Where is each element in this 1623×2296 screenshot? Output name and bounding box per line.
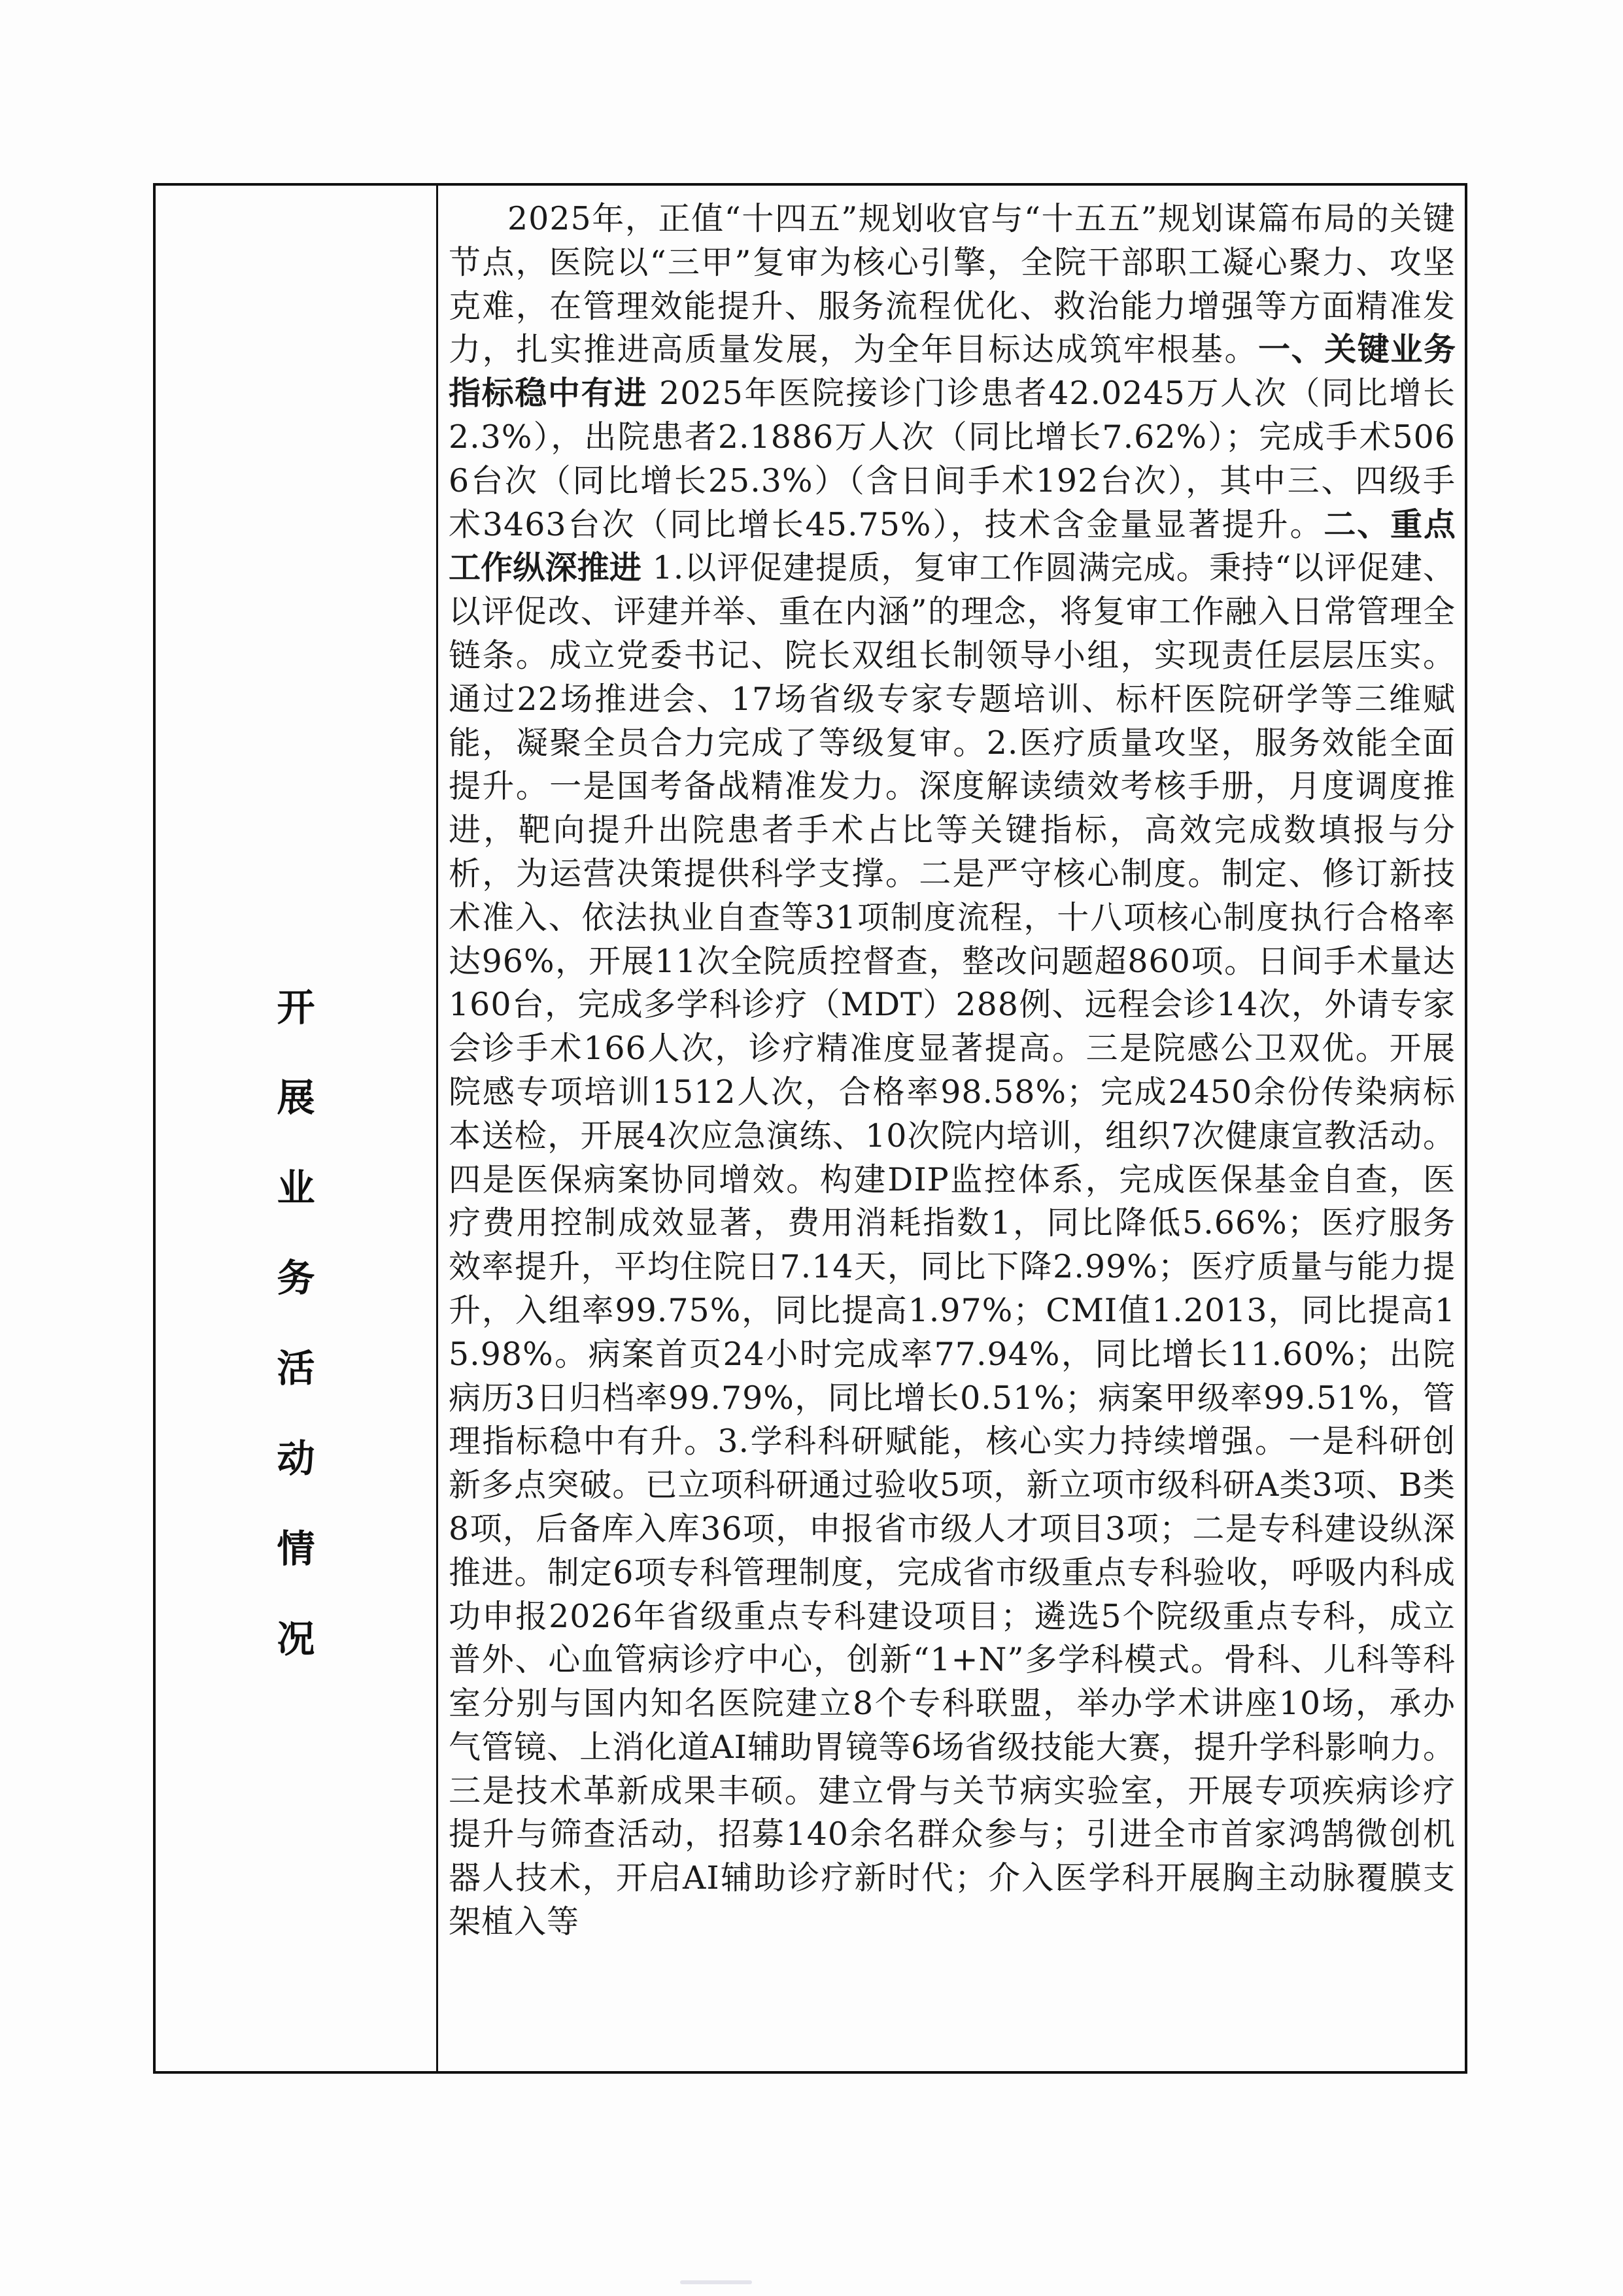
label-char: 展 xyxy=(277,1075,315,1120)
intro-text: 2025年，正值“十四五”规划收官与“十五五”规划谋篇布局的关键节点，医院以“三甲”复审为核心引擎，全院干部职工凝心聚力、攻坚克难，在管理效能提升、服务流程优化、救治能力增强等方面精准发力，扎实推进高质量发展，为全年目标达成筑牢根基。 xyxy=(449,200,1456,369)
label-char: 活 xyxy=(277,1346,315,1391)
work-progress-text: 1.以评促建提质，复审工作圆满完成。秉持“以评促建、以评促改、评建并举、重在内涵”的理念，将复审工作融入日常管理全链条。成立党委书记、院长双组长制领导小组，实现责任层层压实。通过22场推进会、17场省级专家专题培训、标杆医院研学等三维赋能，凝聚全员合力完成了等级复审。2.医疗质量攻坚，服务效能全面提升。一是国考备战精准发力。深度解读绩效考核手册，月度调度推进，靶向提升出院患者手术占比等关键指标，高效完成数填报与分析，为运营决策提供科学支撑。二是严守核心制度。制定、修订新技术准入、依法执业自查等31项制度流程，十八项核心制度执行合格率达96%，开展11次全院质控督查，整改问题超860项。日间手术量达160台，完成多学科诊疗（MDT）288例、远程会诊14次，外请专家会诊手术166人次，诊疗精准度显著提高。三是院感公卫双优。开展院感专项培训1512人次，合格率98.58%；完成2450余份传染病标本送检，开展4次应急演练、10次院内培训，组织7次健康宣教活动。四是医保病案协同增效。构建DIP监控体系，完成医保基金自查，医疗费用控制成效显著，费用消耗指数1，同比降低5.66%；医疗服务效率提升，平均住院日7.14天，同比下降2.99%；医疗质量与能力提升，入组率99.75%，同比提高1.97%；CMI值1.2013，同比提高15.98%。病案首页24小时完成率77.94%，同比增长11.60%；出院病历3日归档率99.79%，同比增长0.51%；病案甲级率99.51%，管理指标稳中有升。3.学科科研赋能，核心实力持续增强。一是科研创新多点突破。已立项科研通过验收5项，新立项市级科研A类3项、B类8项，后备库入库36项，申报省市级人才项目3项；二是专科建设纵深推进。制定6项专科管理制度，完成省市级重点专科验收，呼吸内科成功申报2026年省级重点专科建设项目；遴选5个院级重点专科，成立普外、心血管病诊疗中心，创新“1+N”多学科模式。骨科、儿科等科室分别与国内知名医院建立8个专科联盟，举办学术讲座10场，承办气管镜、上消化道AI辅助胃镜等6场省级技能大赛，提升学科影响力。三是技术革新成果丰硕。建立骨与关节病实验室，开展专项疾病诊疗提升与筛查活动，招募140余名群众参与；引进全市首家鸿鹄微创机器人技术，开启AI辅助诊疗新时代；介入医学科开展胸主动脉覆膜支架植入等 xyxy=(449,549,1456,1941)
indicators-text: 2025年医院接诊门诊患者42.0245万人次（同比增长2.3%），出院患者2.1886万人次（同比增长7.62%）；完成手术5066台次（同比增长25.3%）（含日间手术192台次），其中三、四级手术3463台次（同比增长45.75%），技术含金量显著提升。 xyxy=(449,375,1456,543)
label-char: 情 xyxy=(277,1527,315,1571)
section-heading-1: 一、关键业务指标稳中有进 xyxy=(449,331,1456,413)
section-heading-2: 二、重点工作纵深推进 xyxy=(449,505,1456,587)
scan-artifact xyxy=(680,2280,752,2284)
row-label-vertical xyxy=(156,985,436,1710)
label-char: 况 xyxy=(277,1617,315,1661)
label-char: 业 xyxy=(277,1166,315,1210)
activity-description xyxy=(449,197,1456,1944)
label-char: 动 xyxy=(277,1436,315,1481)
label-char: 务 xyxy=(277,1256,315,1300)
row-label-cell xyxy=(156,186,438,2071)
activity-form-table xyxy=(153,183,1467,2074)
content-cell xyxy=(438,186,1465,2071)
label-char: 开 xyxy=(277,985,315,1030)
